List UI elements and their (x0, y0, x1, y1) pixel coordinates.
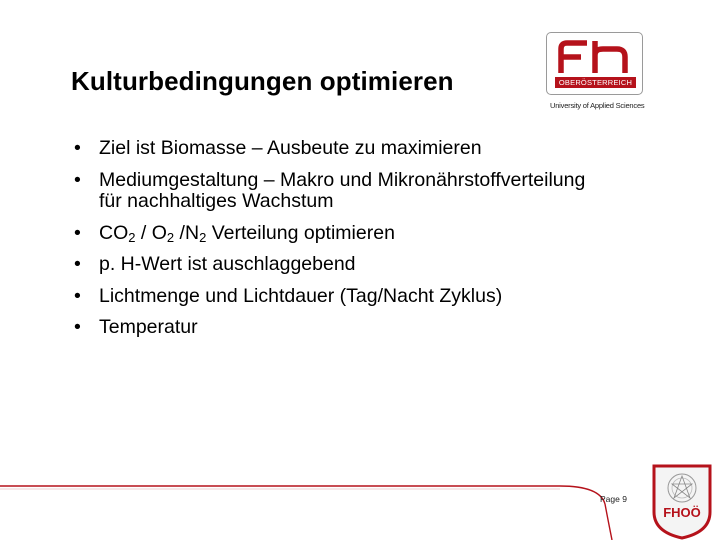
seal-label: FHOÖ (663, 505, 701, 520)
logo-subtitle: University of Applied Sciences (550, 101, 645, 110)
bullet-dot: • (74, 221, 81, 244)
bullet-dot: • (74, 316, 81, 338)
bullet-dot: • (74, 253, 81, 275)
bullet-text: Mediumgestaltung – Makro und Mikronährstoffverteilung (99, 168, 586, 191)
bullet-text: p. H-Wert ist auschlaggebend (99, 253, 356, 275)
bullet-text-continued: für nachhaltiges Wachstum (99, 190, 334, 212)
subscript: 2 (128, 229, 136, 245)
bullet-text-o: / O (135, 221, 167, 244)
bullet-dot: • (74, 137, 81, 159)
bullet-item (74, 254, 585, 276)
fhooe-seal-icon (646, 462, 716, 540)
bullet-text-co: CO (99, 221, 129, 244)
logo-band: OBERÖSTERREICH (555, 77, 636, 88)
bullet-item (74, 138, 585, 160)
page-number: Page 9 (600, 494, 627, 504)
bullet-dot: • (74, 168, 81, 191)
logo-frame (546, 32, 643, 95)
fh-logo (546, 32, 646, 112)
bullet-text: Temperatur (99, 316, 198, 338)
subscript: 2 (199, 229, 207, 245)
bullet-item (74, 286, 585, 308)
bullet-item (74, 317, 585, 339)
bullet-item (74, 223, 585, 245)
slide-title: Kulturbedingungen optimieren (71, 66, 454, 96)
bullet-text: Ziel ist Biomasse – Ausbeute zu maximieren (99, 137, 482, 159)
subscript: 2 (166, 229, 175, 245)
bullet-text-rest: Verteilung optimieren (206, 221, 395, 244)
bullet-item (74, 170, 585, 213)
bullet-text: Lichtmenge und Lichtdauer (Tag/Nacht Zyklus) (99, 284, 503, 307)
bullet-text-n: /N (174, 221, 200, 244)
bullet-list (74, 138, 585, 349)
bullet-dot: • (74, 284, 81, 307)
